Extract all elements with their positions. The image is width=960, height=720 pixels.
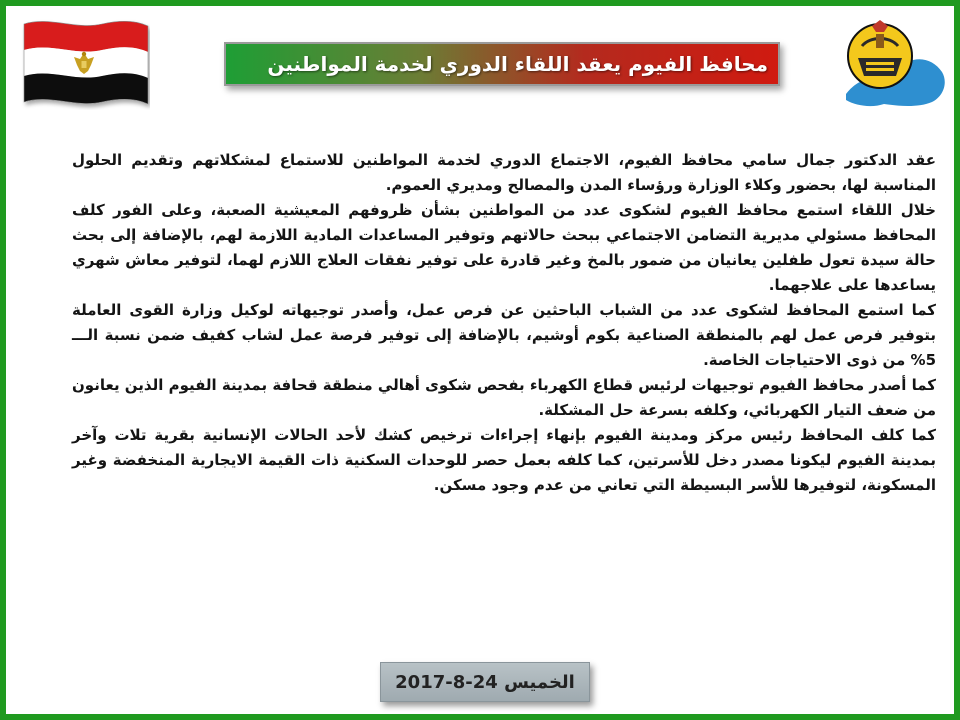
fayoum-governorate-logo-icon: [832, 16, 954, 112]
date-text: الخميس 24-8-2017: [395, 671, 575, 693]
egypt-flag-icon: [20, 14, 150, 110]
headline-title: محافظ الفيوم يعقد اللقاء الدوري لخدمة المواطنين: [267, 52, 768, 76]
article-paragraph: عقد الدكتور جمال سامي محافظ الفيوم، الاجتماع الدوري لخدمة المواطنين للاستماع لمشكلاتهم وتقديم الحلول المناسبة لها، بحضور وكلاء الوزارة ورؤساء المدن والمصالح ومديري العموم.: [72, 151, 936, 194]
headline-banner: [224, 42, 780, 86]
article-body: [72, 148, 936, 498]
article-paragraph: كما استمع المحافظ لشكوى عدد من الشباب الباحثين عن فرص عمل، وأصدر توجيهاته لوكيل وزارة القوى العاملة بتوفير فرص عمل لهم بالمنطقة الصناعية بكوم أوشيم، بالإضافة إلى توفير فرصة عمل لشاب كفيف ضمن نسبة الـــ 5% من ذوى الاحتياجات الخاصة.: [72, 301, 936, 369]
article-paragraph: كما كلف المحافظ رئيس مركز ومدينة الفيوم بإنهاء إجراءات ترخيص كشك لأحد الحالات الإنسانية بقرية تلات وآخر بمدينة الفيوم ليكونا مصدر دخل للأسرتين، كما كلفه بعمل حصر للوحدات السكنية ذات القيمة الايجارية المنخفضة وغير المسكونة، لتوفيرها للأسر البسيطة التي تعاني من عدم وجود مسكن.: [72, 426, 936, 494]
date-badge: [380, 662, 590, 702]
article-paragraph: خلال اللقاء استمع محافظ الفيوم لشكوى عدد من المواطنين بشأن ظروفهم المعيشية الصعبة، وعلى الفور كلف المحافظ مسئولي مديرية التضامن الاجتماعي ببحث حالاتهم وتوفير المساعدات المادية اللازمة لهم، بالإضافة إلى بحث حالة سيدة تعول طفلين يعانيان من ضمور بالمخ وغير قادرة على توفير نفقات العلاج اللازم لهما، لتوفير معاش شهري يساعدها على علاجهما.: [72, 201, 936, 294]
article-paragraph: كما أصدر محافظ الفيوم توجيهات لرئيس قطاع الكهرباء بفحص شكوى أهالي منطقة قحافة بمدينة الفيوم الذين يعانون من ضعف التيار الكهربائي، وكلفه بسرعة حل المشكلة.: [72, 376, 936, 419]
